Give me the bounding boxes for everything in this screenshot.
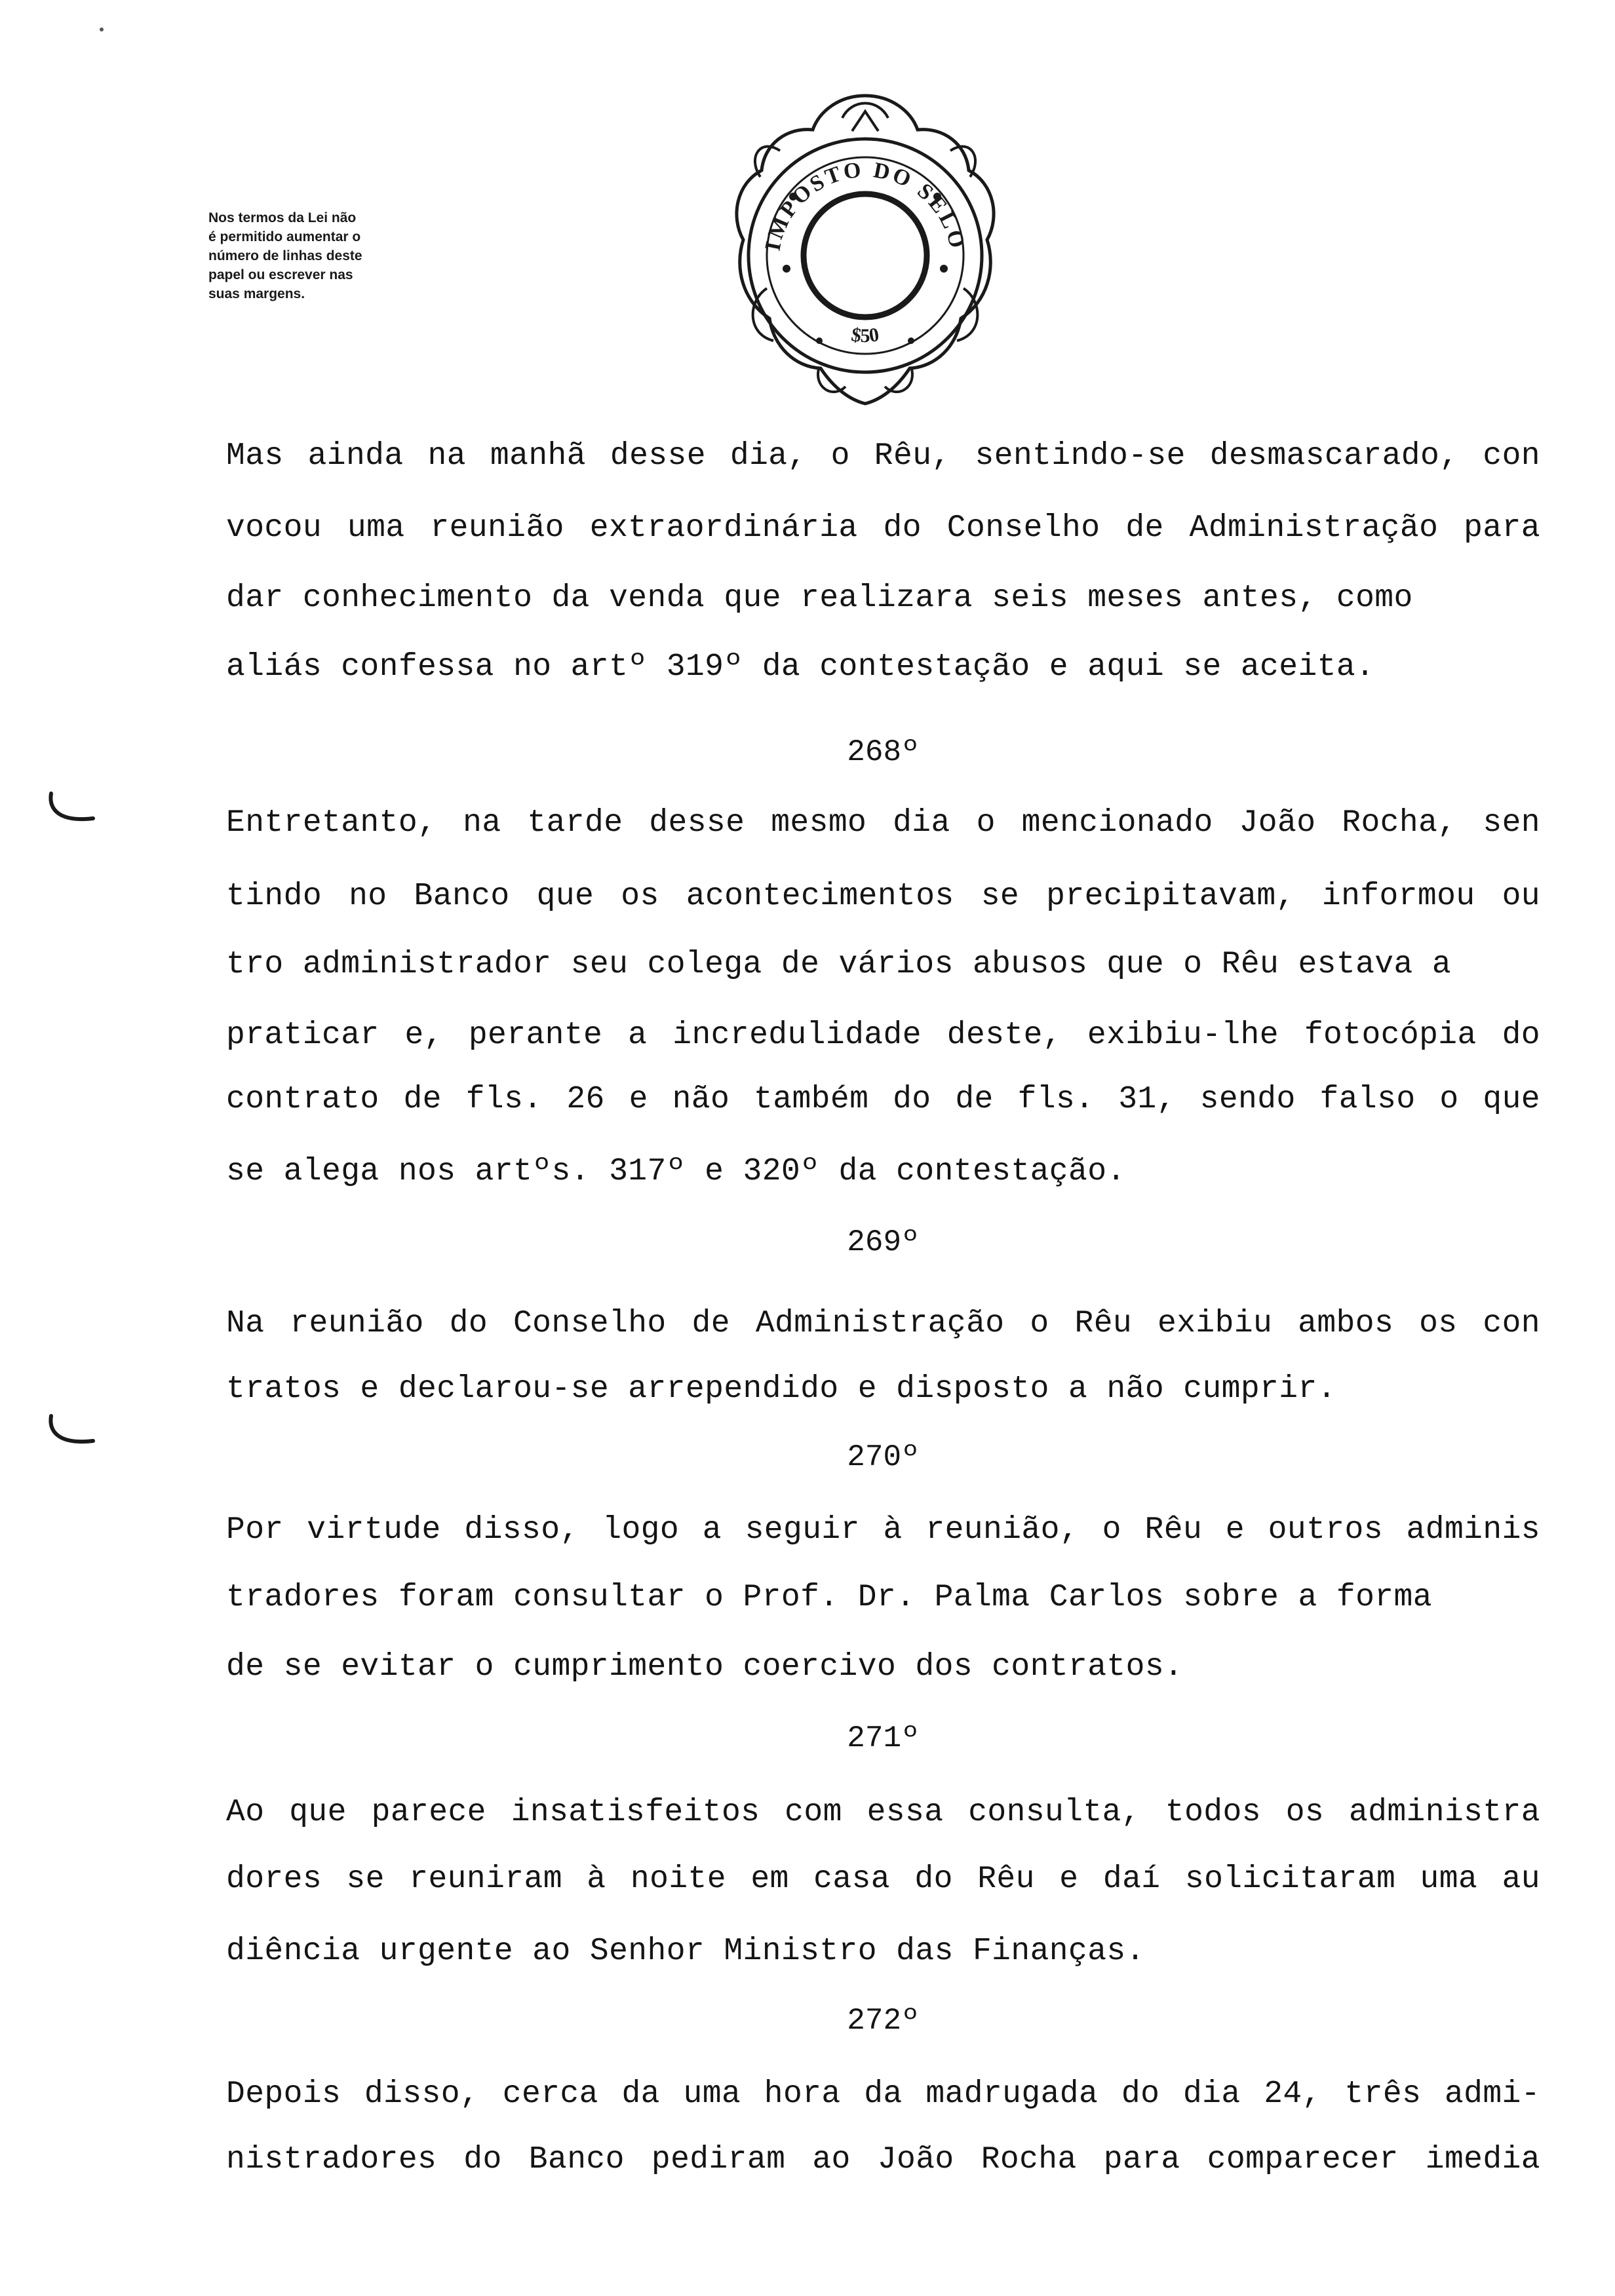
article-number: 269º <box>847 1225 920 1259</box>
text-line: Entretanto, na tarde desse mesmo dia o mencionado João Rocha, sen <box>226 805 1540 841</box>
text-line: contrato de fls. 26 e não também do de fls. 31, sendo falso o que <box>226 1082 1540 1117</box>
margin-hook-mark <box>46 790 98 829</box>
text-line: tro administrador seu colega de vários abusos que o Rêu estava a <box>226 947 1452 982</box>
article-number: 270º <box>847 1440 920 1474</box>
scan-speck <box>92 20 111 39</box>
svg-text:IMPOSTO DO SELO <box>761 157 970 253</box>
text-line: dar conhecimento da venda que realizara seis meses antes, como <box>226 581 1413 616</box>
svg-text:$50 <box>850 324 881 347</box>
article-number: 271º <box>847 1721 920 1755</box>
text-line: Na reunião do Conselho de Administração o Rêu exibiu ambos os con <box>226 1306 1540 1341</box>
text-line: Por virtude disso, logo a seguir à reunião, o Rêu e outros adminis <box>226 1512 1540 1548</box>
notice-line: Nos termos da Lei não <box>208 210 357 225</box>
text-line: diência urgente ao Senhor Ministro das Finanças. <box>226 1934 1145 1969</box>
text-line: aliás confessa no artº 319º da contestação e aqui se aceita. <box>226 649 1375 685</box>
notice-line: papel ou escrever nas <box>208 267 353 282</box>
text-line: se alega nos artºs. 317º e 320º da contestação. <box>226 1154 1126 1189</box>
text-line: Mas ainda na manhã desse dia, o Rêu, sentindo-se desmascarado, con <box>226 438 1540 474</box>
stamp-notice <box>208 208 523 303</box>
tax-stamp-seal-icon <box>721 72 1009 413</box>
text-line: de se evitar o cumprimento coercivo dos contratos. <box>226 1649 1184 1685</box>
notice-line: número de linhas deste <box>208 248 362 263</box>
text-line: tindo no Banco que os acontecimentos se precipitavam, informou ou <box>226 879 1540 914</box>
article-number: 268º <box>847 735 920 769</box>
text-line: nistradores do Banco pediram ao João Rocha para comparecer imedia <box>226 2142 1540 2177</box>
article-number: 272º <box>847 2004 920 2038</box>
text-line: tradores foram consultar o Prof. Dr. Palma Carlos sobre a forma <box>226 1580 1432 1615</box>
text-line: Depois disso, cerca da uma hora da madrugada do dia 24, três admi- <box>226 2076 1540 2112</box>
text-line: vocou uma reunião extraordinária do Conselho de Administração para <box>226 510 1540 546</box>
text-line: Ao que parece insatisfeitos com essa consulta, todos os administra <box>226 1795 1540 1830</box>
text-line: dores se reuniram à noite em casa do Rêu e daí solicitaram uma au <box>226 1862 1540 1897</box>
seal-ring-text: IMPOSTO DO SELO <box>760 157 970 254</box>
notice-line: é permitido aumentar o <box>208 229 361 244</box>
notice-line: suas margens. <box>208 286 305 301</box>
text-line: tratos e declarou-se arrependido e disposto a não cumprir. <box>226 1371 1336 1407</box>
margin-hook-mark <box>46 1412 98 1451</box>
text-line: praticar e, perante a incredulidade deste, exibiu-lhe fotocópia do <box>226 1018 1540 1053</box>
seal-value-text: $50 <box>849 324 881 347</box>
